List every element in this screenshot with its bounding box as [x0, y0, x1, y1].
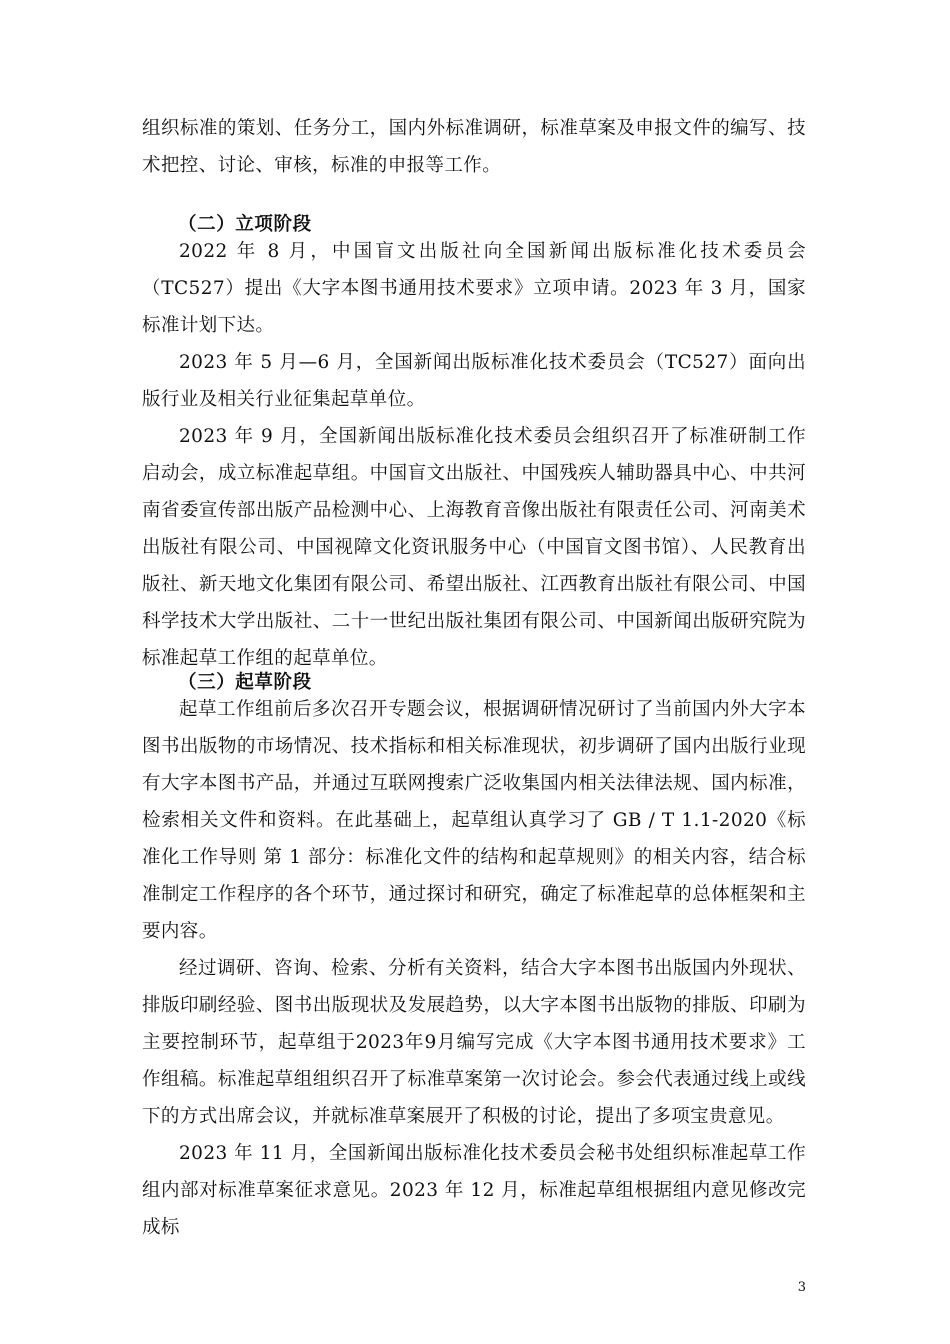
- paragraph: 2022 年 8 月，中国盲文出版社向全国新闻出版标准化技术委员会（TC527）提出《大字本图书通用技术要求》立项申请。2023 年 3 月，国家标准计划下达。: [142, 241, 806, 336]
- paragraph: 2023 年 9 月，全国新闻出版标准化技术委员会组织召开了标准研制工作启动会，成立标准起草组。中国盲文出版社、中国残疾人辅助器具中心、中共河南省委宣传部出版产品检测中心、上海教育音像出版社有限责任公司、河南美术出版社有限公司、中国视障文化资讯服务中心（中国盲文图书馆）、人民教育出版社、新天地文化集团有限公司、希望出版社、江西教育出版社有限公司、中国科学技术大学出版社、二十一世纪出版社集团有限公司、中国新闻出版研究院为标准起草工作组的起草单位。: [142, 426, 806, 669]
- paragraph: 2023 年 5 月—6 月，全国新闻出版标准化技术委员会（TC527）面向出版行业及相关行业征集起草单位。: [142, 352, 806, 410]
- opening-block: [142, 110, 806, 184]
- page-number: 3: [797, 1280, 806, 1295]
- paragraph: 起草工作组前后多次召开专题会议，根据调研情况研讨了当前国内外大字本图书出版物的市场情况、技术指标和相关标准现状，初步调研了国内出版行业现有大字本图书产品，并通过互联网搜索广泛收集国内相关法律法规、国内标准，检索相关文件和资料。在此基础上，起草组认真学习了 GB / T 1.1-2020《标准化工作导则 第 1 部分：标准化文件的结构和起草规则》的相关内容，结合标准制定工作程序的各个环节，通过探讨和研究，确定了标准起草的总体框架和主要内容。: [142, 699, 806, 942]
- opening-paragraph: 组织标准的策划、任务分工，国内外标准调研，标准草案及申报文件的编写、技术把控、讨论、审核，标准的申报等工作。: [142, 118, 806, 176]
- paragraph: 经过调研、咨询、检索、分析有关资料，结合大字本图书出版国内外现状、排版印刷经验、图书出版现状及发展趋势，以大字本图书出版物的排版、印刷为主要控制环节，起草组于2023年9月编写完成《大字本图书通用技术要求》工作组稿。标准起草组组织召开了标准草案第一次讨论会。参会代表通过线上或线下的方式出席会议，并就标准草案展开了积极的讨论，提出了多项宝贵意见。: [142, 958, 806, 1127]
- section-heading-initiation: （二）立项阶段: [178, 214, 312, 235]
- drafting-section-body: [142, 691, 806, 1246]
- section-heading-drafting: （三）起草阶段: [178, 672, 312, 693]
- paragraph: 2023 年 11 月，全国新闻出版标准化技术委员会秘书处组织标准起草工作组内部对标准草案征求意见。2023 年 12 月，标准起草组根据组内意见修改完成标: [142, 1143, 806, 1238]
- initiation-section-body: [142, 233, 806, 677]
